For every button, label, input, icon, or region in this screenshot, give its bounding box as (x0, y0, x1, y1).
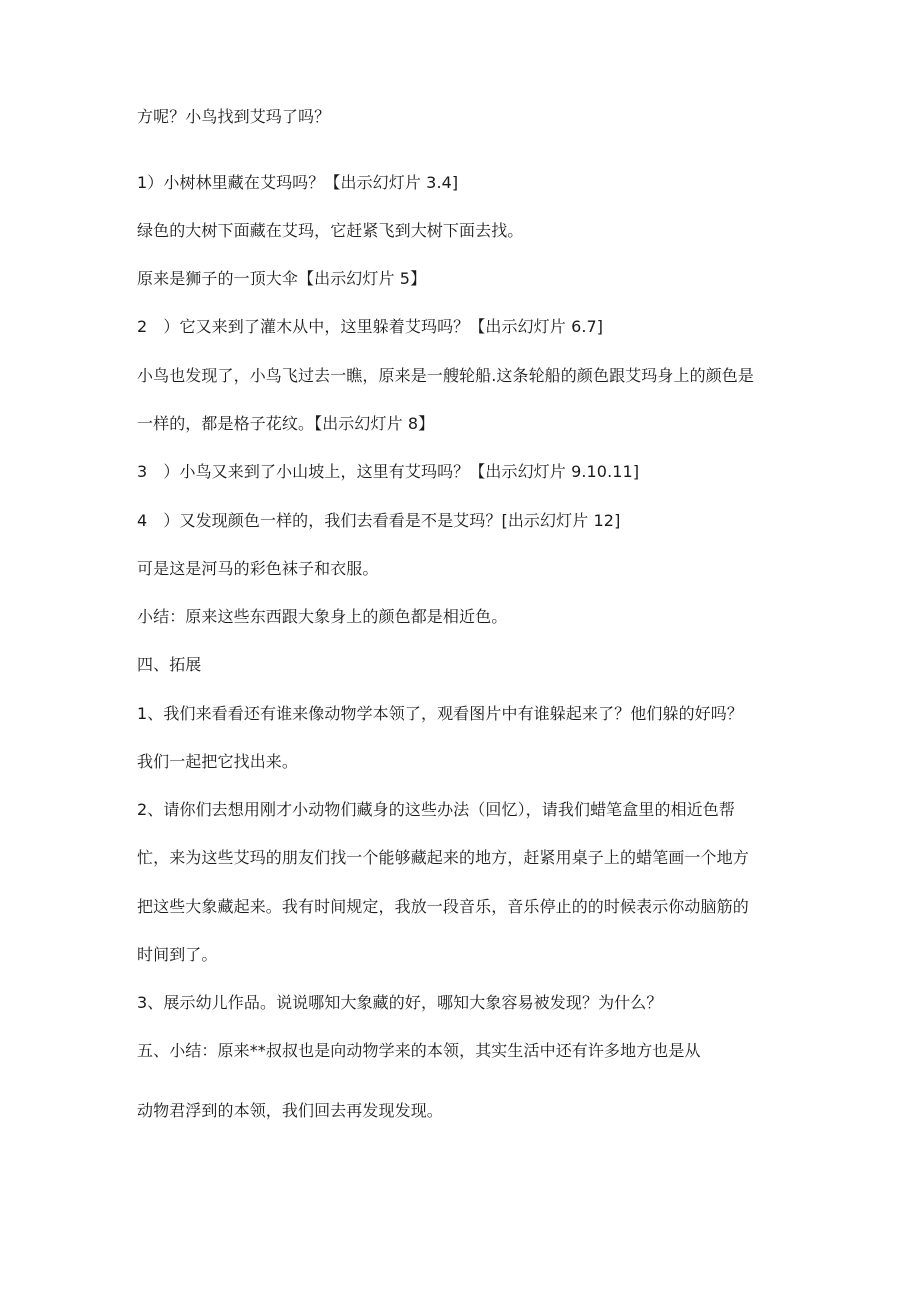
text-line: 一样的，都是格子花纹。【出示幻灯片 8】 (137, 414, 435, 433)
text-line: 时间到了。 (137, 945, 218, 964)
text-line: 可是这是河马的彩色袜子和衣服。 (137, 559, 379, 578)
text-line: 4 ）又发现颜色一样的，我们去看看是不是艾玛？[出示幻灯片 12] (137, 511, 621, 530)
text-line: 2、请你们去想用刚才小动物们藏身的这些办法（回忆），请我们蜡笔盒里的相近色帮 (137, 800, 735, 819)
section-heading: 五、小结：原来**叔叔也是向动物学来的本领，其实生活中还有许多地方也是从 (137, 1041, 701, 1060)
text-line: 2 ）它又来到了灌木从中，这里躲着艾玛吗？【出示幻灯片 6.7] (137, 317, 604, 336)
text-line: 3、展示幼儿作品。说说哪知大象藏的好，哪知大象容易被发现？为什么？ (137, 993, 663, 1012)
text-line: 动物君浮到的本领，我们回去再发现发现。 (137, 1101, 443, 1120)
text-line: 小结：原来这些东西跟大象身上的颜色都是相近色。 (137, 607, 508, 626)
text-line: 把这些大象藏起来。我有时间规定，我放一段音乐，音乐停止的的时候表示你动脑筋的 (137, 897, 749, 916)
text-line: 3 ）小鸟又来到了小山坡上，这里有艾玛吗？【出示幻灯片 9.10.11] (137, 462, 640, 481)
text-line: 我们一起把它找出来。 (137, 752, 299, 771)
text-line: 原来是狮子的一顶大伞【出示幻灯片 5】 (137, 269, 427, 288)
section-heading: 四、拓展 (137, 655, 202, 674)
text-line: 1）小树林里藏在艾玛吗？【出示幻灯片 3.4] (137, 173, 459, 192)
text-line: 小鸟也发现了，小鸟飞过去一瞧，原来是一艘轮船.这条轮船的颜色跟艾玛身上的颜色是 (137, 366, 754, 385)
text-line: 方呢？小鸟找到艾玛了吗？ (137, 107, 331, 126)
text-line: 1、我们来看看还有谁来像动物学本领了，观看图片中有谁躲起来了？他们躲的好吗？ (137, 704, 743, 723)
text-line: 绿色的大树下面藏在艾玛，它赶紧飞到大树下面去找。 (137, 221, 524, 240)
text-line: 忙，来为这些艾玛的朋友们找一个能够藏起来的地方，赶紧用桌子上的蜡笔画一个地方 (137, 848, 749, 867)
